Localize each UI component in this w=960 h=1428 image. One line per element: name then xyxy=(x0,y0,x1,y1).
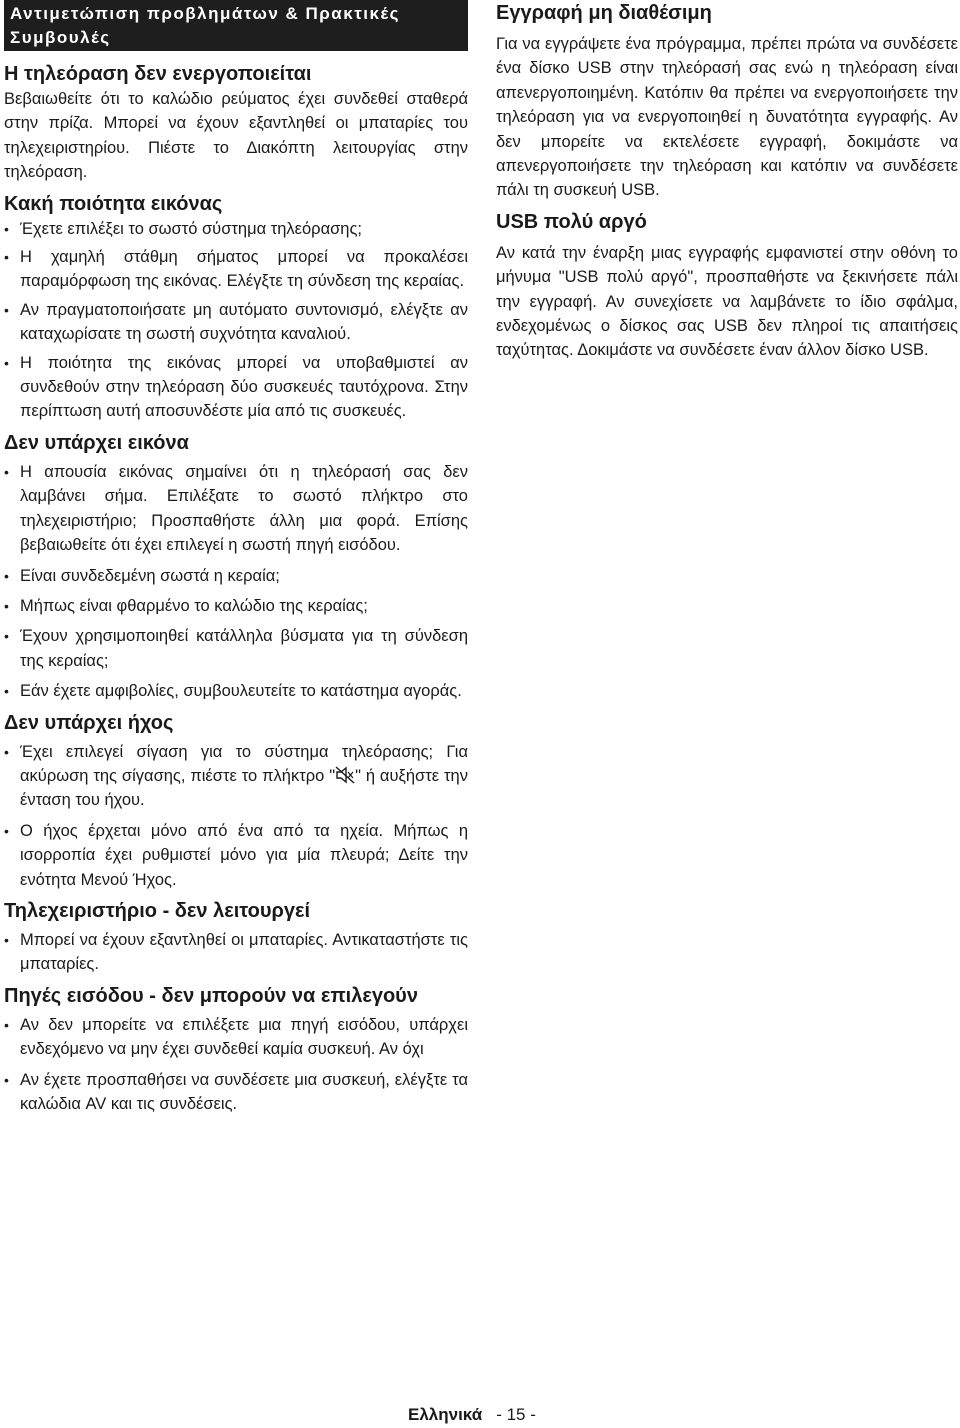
list-item xyxy=(4,679,468,703)
bullet-marker: • xyxy=(4,931,9,948)
bullet-marker: • xyxy=(4,822,9,839)
list-item xyxy=(4,217,468,241)
list-item-text: Μπορεί να έχουν εξαντληθεί οι μπαταρίες. Αντικαταστήστε τις μπαταρίες. xyxy=(20,930,468,974)
right-column xyxy=(496,0,958,363)
section-title-no-picture: Δεν υπάρχει εικόνα xyxy=(4,431,189,454)
section-title-no-sound: Δεν υπάρχει ήχος xyxy=(4,711,174,734)
section-text-usb-slow: Αν κατά την έναρξη μιας εγγραφής εμφανιστεί στην οθόνη το μήνυμα "USB πολύ αργό", προσπαθήστε να ξεκινήσετε πάλι την εγγραφή. Αν συνεχίσετε να λαμβάνετε το ίδιο σφάλμα, ενδεχομένως ο δίσκος σας USB δεν πληροί τις απαιτήσεις ταχύτητας. Δοκιμάστε να συνδέσετε έναν άλλον δίσκο USB. xyxy=(496,243,958,360)
list-item-text: Η απουσία εικόνας σημαίνει ότι η τηλεόρασή σας δεν λαμβάνει σήμα. Επιλέξατε το σωστό πλήκτρο στο τηλεχειριστήριο; Προσπαθήστε άλλη μια φορά. Επίσης βεβαιωθείτε ότι έχει επιλεγεί η σωστή πηγή εισόδου. xyxy=(20,462,468,555)
bullet-marker: • xyxy=(4,683,9,700)
list-item xyxy=(4,564,468,588)
bullet-marker: • xyxy=(4,463,9,480)
section-title-recording-unavailable: Εγγραφή μη διαθέσιμη xyxy=(496,2,712,24)
bad-picture-list xyxy=(4,217,468,424)
list-item-text: Είναι συνδεδεμένη σωστά η κεραία; xyxy=(20,566,280,585)
bullet-marker: • xyxy=(4,301,9,318)
list-item-text-after: " ή αυξήστε την ένταση του ήχου. xyxy=(20,766,468,810)
list-item xyxy=(4,624,468,673)
section-text-no-power: Βεβαιωθείτε ότι το καλώδιο ρεύματος έχει συνδεθεί σταθερά στην πρίζα. Μπορεί να έχουν εξαντληθεί οι μπαταρίες του τηλεχειριστηρίου. Πιέστε το Διακόπτη λειτουργίας στην τηλεόραση. xyxy=(4,90,468,182)
list-item xyxy=(4,928,468,977)
page-banner: Αντιμετώπιση προβλημάτων & Πρακτικές Συμβουλές xyxy=(4,0,468,51)
list-item-text: Αν δεν μπορείτε να επιλέξετε μια πηγή εισόδου, υπάρχει ενδεχόμενο να μην έχει συνδεθεί καμία συσκευή. Αν όχι xyxy=(20,1015,468,1059)
list-item xyxy=(4,298,468,347)
list-item-text: Αν πραγματοποιήσατε μη αυτόματο συντονισμό, ελέγξτε αν καταχωρίσατε τη σωστή συχνότητα καναλιού. xyxy=(20,300,468,344)
list-item-text: Έχετε επιλέξει το σωστό σύστημα τηλεόρασης; xyxy=(20,219,363,238)
list-item-text: Έχουν χρησιμοποιηθεί κατάλληλα βύσματα για τη σύνδεση της κεραίας; xyxy=(20,627,468,670)
no-picture-list xyxy=(4,460,468,704)
bullet-marker: • xyxy=(4,220,9,237)
list-item-text: Εάν έχετε αμφιβολίες, συμβουλευτείτε το κατάστημα αγοράς. xyxy=(20,682,462,701)
footer-language: Ελληνικά xyxy=(408,1405,483,1424)
page-number: - 15 - xyxy=(496,1405,536,1424)
list-item-text: Ο ήχος έρχεται μόνο από ένα από τα ηχεία. Μήπως η ισορροπία έχει ρυθμιστεί μόνο για μία πλευρά; Δείτε την ενότητα Μενού Ήχος. xyxy=(20,821,468,889)
list-item xyxy=(4,594,468,618)
list-item-text-before: Έχει επιλεγεί σίγαση για το σύστημα τηλεόρασης; Για ακύρωση της σίγασης, πιέστε το πλήκτρο " xyxy=(20,742,468,785)
list-item xyxy=(4,1068,468,1117)
mute-icon xyxy=(335,766,355,784)
section-title-bad-picture: Κακή ποιότητα εικόνας xyxy=(4,192,223,215)
no-sound-list xyxy=(4,740,468,892)
list-item-text: Αν έχετε προσπαθήσει να συνδέσετε μια συσκευή, ελέγξτε τα καλώδια AV και τις συνδέσεις. xyxy=(20,1070,468,1113)
section-title-input-sources: Πηγές εισόδου - δεν μπορούν να επιλεγούν xyxy=(4,984,418,1007)
bullet-marker: • xyxy=(4,743,9,760)
bullet-marker: • xyxy=(4,628,9,645)
list-item xyxy=(4,245,468,294)
list-item xyxy=(4,351,468,424)
left-column xyxy=(4,0,468,1116)
remote-list xyxy=(4,928,468,977)
list-item xyxy=(4,740,468,813)
input-sources-list xyxy=(4,1013,468,1117)
section-title-no-power: Η τηλεόραση δεν ενεργοποιείται xyxy=(4,63,312,85)
section-title-usb-slow: USB πολύ αργό xyxy=(496,210,647,233)
bullet-marker: • xyxy=(4,1016,9,1033)
list-item xyxy=(4,819,468,892)
list-item-text: Η χαμηλή στάθμη σήματος μπορεί να προκαλέσει παραμόρφωση της εικόνας. Ελέγξτε τη σύνδεση της κεραίας. xyxy=(20,248,468,291)
bullet-marker: • xyxy=(4,354,9,371)
section-title-remote: Τηλεχειριστήριο - δεν λειτουργεί xyxy=(4,899,311,922)
bullet-marker: • xyxy=(4,597,9,614)
bullet-marker: • xyxy=(4,567,9,584)
bullet-marker: • xyxy=(4,1071,9,1088)
bullet-marker: • xyxy=(4,249,9,266)
list-item xyxy=(4,460,468,558)
list-item xyxy=(4,1013,468,1062)
list-item-text: Η ποιότητα της εικόνας μπορεί να υποβαθμιστεί αν συνδεθούν στην τηλεόραση δύο συσκευές ταυτόχρονα. Στην περίπτωση αυτή αποσυνδέστε μία από τις συσκευές. xyxy=(20,353,468,421)
list-item-text: Μήπως είναι φθαρμένο το καλώδιο της κεραίας; xyxy=(20,596,368,615)
section-text-recording-unavailable: Για να εγγράψετε ένα πρόγραμμα, πρέπει πρώτα να συνδέσετε ένα δίσκο USB στην τηλεόρασή σας ενώ η τηλεόραση είναι απενεργοποιημένη. Κατόπιν θα πρέπει να ενεργοποιήσετε την τηλεόραση για να ενεργοποιηθεί η δυνατότητα εγγραφής. Αν δεν μπορείτε να εκτελέσετε εγγραφή, δοκιμάστε να απενεργοποιήσετε την τηλεόραση και κατόπιν να συνδέσετε πάλι τη συσκευή USB. xyxy=(496,35,958,200)
page-footer xyxy=(408,1404,608,1426)
